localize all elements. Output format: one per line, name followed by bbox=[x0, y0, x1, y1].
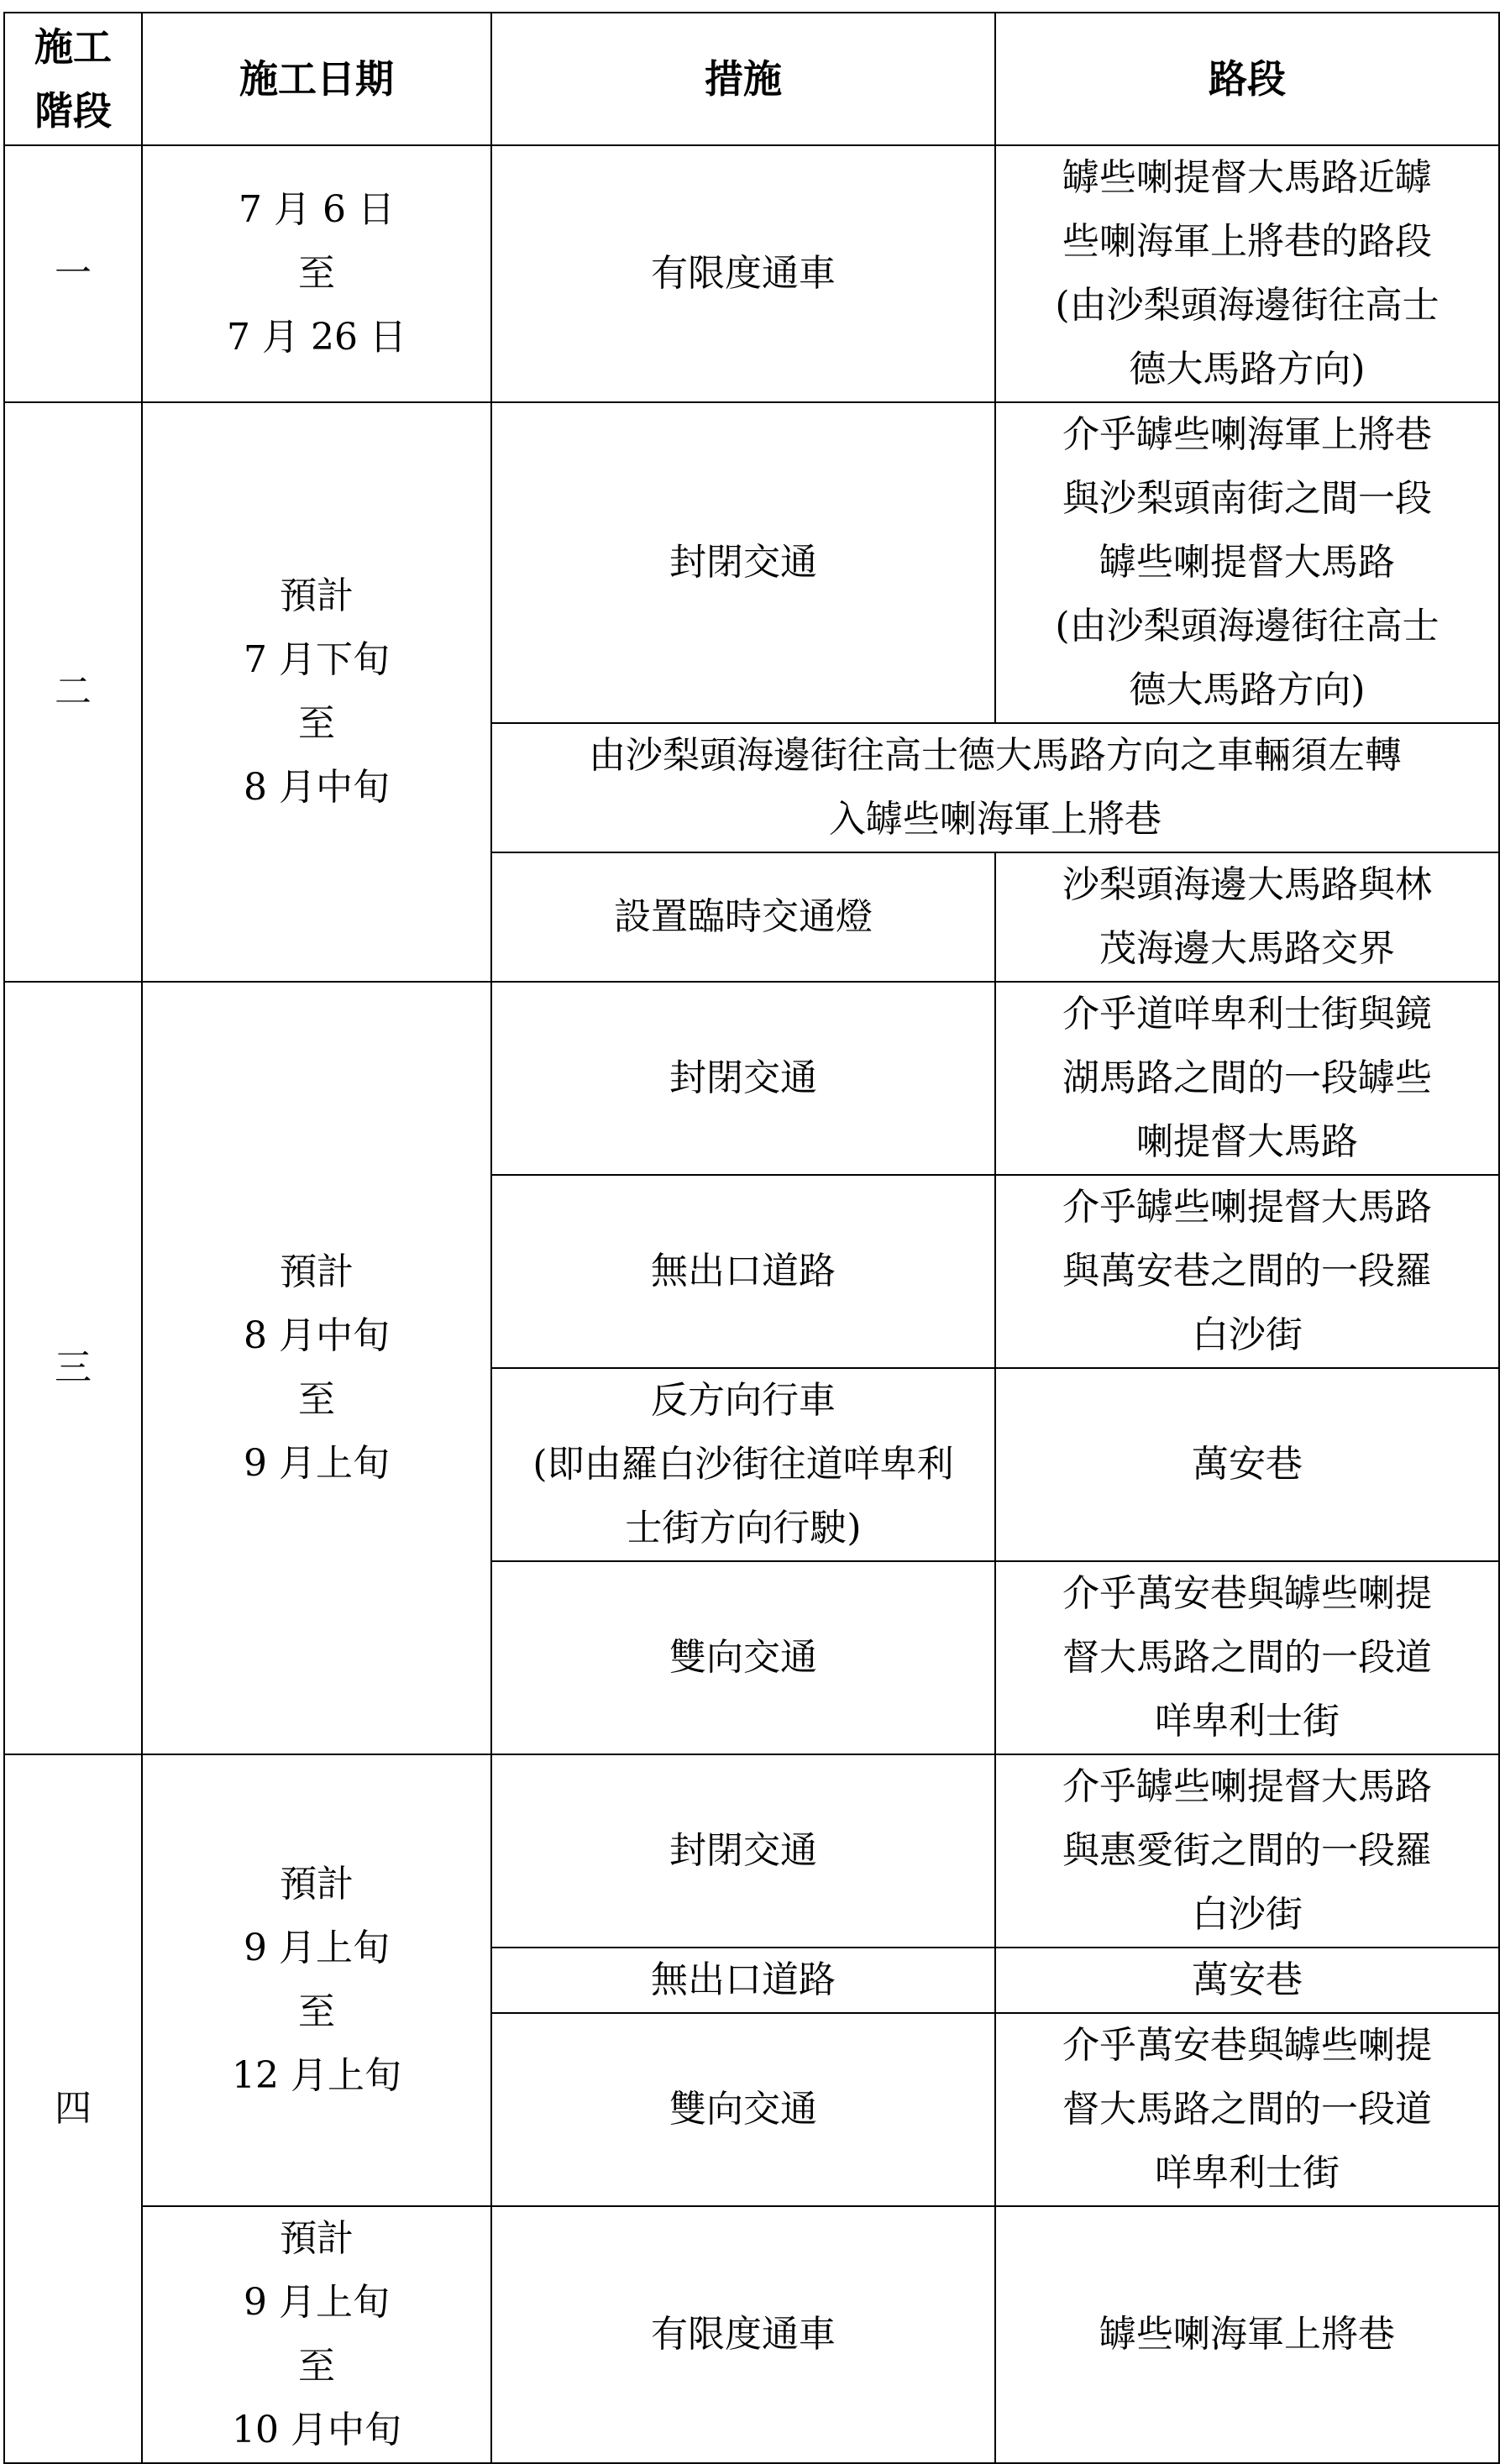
merged-note-cell: 由沙梨頭海邊街往高士德大馬路方向之車輛須左轉 入罅些喇海軍上將巷 bbox=[491, 723, 1499, 852]
section-cell: 萬安巷 bbox=[995, 1368, 1499, 1561]
phase-label: 三 bbox=[4, 982, 142, 1754]
measure-cell: 封閉交通 bbox=[491, 982, 995, 1175]
phase-label: 二 bbox=[4, 402, 142, 982]
measure-cell: 有限度通車 bbox=[491, 145, 995, 402]
section-cell: 萬安巷 bbox=[995, 1948, 1499, 2013]
section-cell: 罅些喇提督大馬路近罅 些喇海軍上將巷的路段 (由沙梨頭海邊街往高士 德大馬路方向) bbox=[995, 145, 1499, 402]
construction-schedule-table bbox=[3, 12, 1500, 2464]
table-row bbox=[4, 145, 1499, 402]
measure-cell: 雙向交通 bbox=[491, 1561, 995, 1754]
phase-date: 預計 8 月中旬 至 9 月上旬 bbox=[142, 982, 491, 1754]
phase-date: 預計 7 月下旬 至 8 月中旬 bbox=[142, 402, 491, 982]
measure-cell: 有限度通車 bbox=[491, 2206, 995, 2463]
phase-date: 7 月 6 日 至 7 月 26 日 bbox=[142, 145, 491, 402]
table-row bbox=[4, 982, 1499, 1175]
table-row bbox=[4, 402, 1499, 723]
phase-date: 預計 9 月上旬 至 12 月上旬 bbox=[142, 1754, 491, 2206]
measure-cell: 反方向行車 (即由羅白沙街往道咩卑利 士街方向行駛) bbox=[491, 1368, 995, 1561]
section-cell: 介乎罅些喇海軍上將巷 與沙梨頭南街之間一段 罅些喇提督大馬路 (由沙梨頭海邊街往高士 德大馬路方向) bbox=[995, 402, 1499, 723]
measure-cell: 封閉交通 bbox=[491, 1754, 995, 1948]
header-phase: 施工 階段 bbox=[4, 13, 142, 145]
measure-cell: 雙向交通 bbox=[491, 2013, 995, 2206]
section-cell: 罅些喇海軍上將巷 bbox=[995, 2206, 1499, 2463]
header-date: 施工日期 bbox=[142, 13, 491, 145]
table-row bbox=[4, 2206, 1499, 2463]
section-cell: 介乎萬安巷與罅些喇提 督大馬路之間的一段道 咩卑利士街 bbox=[995, 2013, 1499, 2206]
measure-cell: 無出口道路 bbox=[491, 1175, 995, 1368]
section-cell: 介乎萬安巷與罅些喇提 督大馬路之間的一段道 咩卑利士街 bbox=[995, 1561, 1499, 1754]
section-cell: 介乎罅些喇提督大馬路 與惠愛街之間的一段羅 白沙街 bbox=[995, 1754, 1499, 1948]
phase-label: 一 bbox=[4, 145, 142, 402]
table-row bbox=[4, 1754, 1499, 1948]
header-row bbox=[4, 13, 1499, 145]
header-section: 路段 bbox=[995, 13, 1499, 145]
section-cell: 介乎道咩卑利士街與鏡 湖馬路之間的一段罅些 喇提督大馬路 bbox=[995, 982, 1499, 1175]
phase-label: 四 bbox=[4, 1754, 142, 2463]
measure-cell: 無出口道路 bbox=[491, 1948, 995, 2013]
section-cell: 沙梨頭海邊大馬路與林 茂海邊大馬路交界 bbox=[995, 852, 1499, 982]
measure-cell: 設置臨時交通燈 bbox=[491, 852, 995, 982]
measure-cell: 封閉交通 bbox=[491, 402, 995, 723]
phase-date: 預計 9 月上旬 至 10 月中旬 bbox=[142, 2206, 491, 2463]
header-measure: 措施 bbox=[491, 13, 995, 145]
section-cell: 介乎罅些喇提督大馬路 與萬安巷之間的一段羅 白沙街 bbox=[995, 1175, 1499, 1368]
